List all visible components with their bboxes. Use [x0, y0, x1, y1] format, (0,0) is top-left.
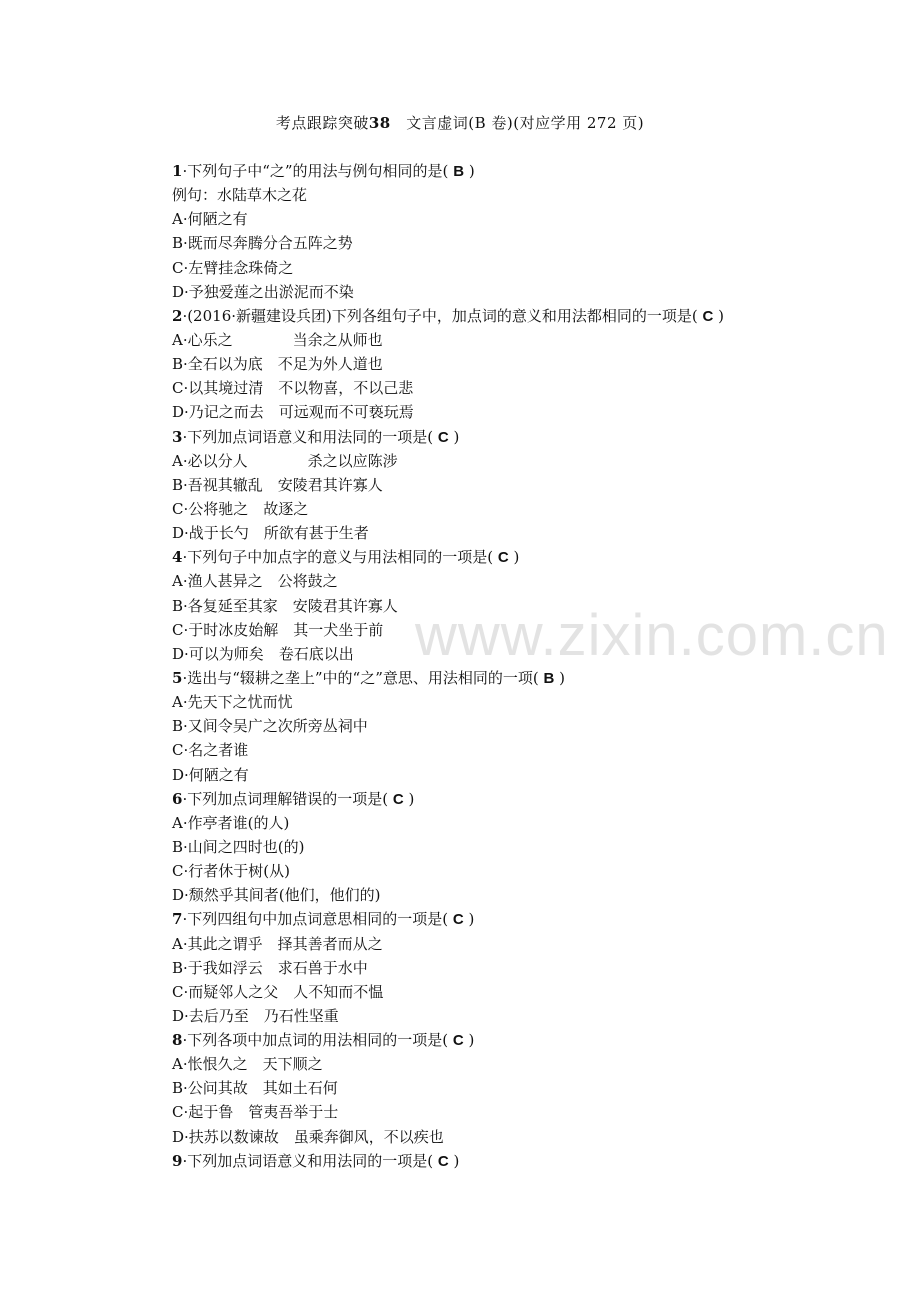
page-title	[0, 113, 920, 133]
question-close-paren: )	[408, 789, 415, 808]
watermark: www.zixin.com.cn	[415, 603, 889, 668]
answer-label: C	[437, 428, 449, 446]
question-list	[172, 159, 812, 1173]
question-close-paren: )	[718, 306, 724, 325]
option-line: B·全石以为底 不足为外人道也	[172, 355, 383, 374]
title-number: 38	[368, 114, 391, 132]
option-line: A·先天下之忧而忧	[172, 693, 293, 712]
option-line: B·于我如浮云 求石兽于水中	[172, 958, 368, 977]
option-line: C·行者休于树(从)	[172, 862, 290, 881]
question-stem	[172, 787, 812, 811]
option-line: D·颓然乎其间者(他们，他们的)	[172, 886, 381, 905]
title-prefix: 考点跟踪突破	[275, 114, 369, 132]
option-line: B·既而尽奔腾分合五阵之势	[172, 234, 353, 253]
option-line: A·其此之谓乎 择其善者而从之	[172, 934, 383, 953]
question-text: ·下列各项中加点词的用法相同的一项是(	[182, 1031, 449, 1050]
option-line: C·而疑邻人之父 人不知而不愠	[172, 982, 384, 1001]
question-number: 8	[172, 1031, 183, 1050]
option-line: B·吾视其辙乱 安陵君其许寡人	[172, 475, 383, 494]
question-close-paren: )	[513, 548, 520, 567]
option-line: A·怅恨久之 天下顺之	[172, 1055, 323, 1074]
question-stem	[172, 907, 812, 931]
option-line: C·名之者谁	[172, 741, 249, 760]
question-close-paren: )	[559, 668, 565, 687]
answer-label: C	[392, 790, 404, 808]
question-close-paren: )	[468, 910, 475, 929]
option-line: B·各复延至其家 安陵君其许寡人	[172, 596, 398, 615]
option-line: B·又间令吴广之次所旁丛祠中	[172, 717, 368, 736]
option-line: D·何陋之有	[172, 765, 249, 784]
question-close-paren: )	[468, 1031, 475, 1050]
option-line: A·必以分人 杀之以应陈涉	[172, 451, 398, 470]
answer-label: C	[702, 307, 714, 325]
option-line: C·左臂挂念珠倚之	[172, 258, 294, 277]
answer-label: C	[437, 1152, 449, 1170]
option-line: A·心乐之 当余之从师也	[172, 330, 383, 349]
question-text: ·下列四组句中加点词意思相同的一项是(	[182, 910, 449, 929]
question-text: ·下列加点词理解错误的一项是(	[182, 789, 389, 808]
question-stem	[172, 666, 812, 690]
question-close-paren: )	[453, 427, 460, 446]
question-text: ·下列加点词语意义和用法同的一项是(	[182, 1151, 434, 1170]
question-close-paren: )	[468, 162, 475, 180]
question-text: ·下列句子中加点字的意义与用法相同的一项是(	[182, 548, 494, 567]
option-line: C·起于鲁 管夷吾举于士	[172, 1103, 339, 1122]
question-stem	[172, 545, 812, 569]
question-number: 5	[172, 668, 183, 687]
question-number: 7	[172, 910, 183, 929]
question-number: 3	[172, 427, 183, 446]
question-number: 4	[172, 548, 183, 567]
answer-label: C	[497, 549, 509, 567]
answer-label: B	[543, 669, 555, 687]
option-line: A·作亭者谁(的人)	[172, 813, 290, 832]
answer-label: C	[452, 1032, 464, 1050]
question-text: ·(2016·新疆建设兵团)下列各组句子中，加点词的意义和用法都相同的一项是(	[182, 306, 698, 325]
question-text: ·下列句子中“之”的用法与例句相同的是(	[182, 162, 449, 180]
question-text: ·选出与“辍耕之垄上”中的“之”意思、用法相同的一项(	[182, 668, 539, 687]
question-close-paren: )	[453, 1151, 460, 1170]
question-stem	[172, 1028, 812, 1052]
answer-label: C	[452, 911, 464, 929]
answer-label: B	[453, 163, 465, 180]
question-stem	[172, 304, 812, 328]
option-line: 例句：水陆草木之花	[172, 186, 308, 205]
option-line: A·渔人甚异之 公将鼓之	[172, 572, 338, 591]
option-line: A·何陋之有	[172, 210, 248, 229]
option-line: C·于时冰皮始解 其一犬坐于前	[172, 620, 384, 639]
option-line: D·扶苏以数谏故 虽乘奔御风，不以疾也	[172, 1127, 444, 1146]
option-line: C·公将驰之 故逐之	[172, 499, 309, 518]
option-line: B·山间之四时也(的)	[172, 837, 305, 856]
question-text: ·下列加点词语意义和用法同的一项是(	[182, 427, 434, 446]
option-line: B·公问其故 其如土石何	[172, 1079, 338, 1098]
option-line: D·乃记之而去 可远观而不可亵玩焉	[172, 403, 414, 422]
question-number: 2	[172, 306, 183, 325]
question-number: 1	[172, 162, 183, 180]
option-line: D·可以为师矣 卷石底以出	[172, 644, 354, 663]
option-line: C·以其境过清 不以物喜，不以己悲	[172, 379, 414, 398]
option-line: D·去后乃至 乃石性坚重	[172, 1006, 339, 1025]
question-number: 6	[172, 789, 183, 808]
option-line: D·战于长勺 所欲有甚于生者	[172, 524, 369, 543]
question-stem	[172, 425, 812, 449]
option-line: D·予独爱莲之出淤泥而不染	[172, 282, 354, 301]
question-number: 9	[172, 1151, 183, 1170]
question-stem	[172, 159, 812, 183]
title-rest: 文言虚词(B 卷)(对应学用 272 页)	[406, 114, 645, 132]
question-stem	[172, 1149, 812, 1173]
